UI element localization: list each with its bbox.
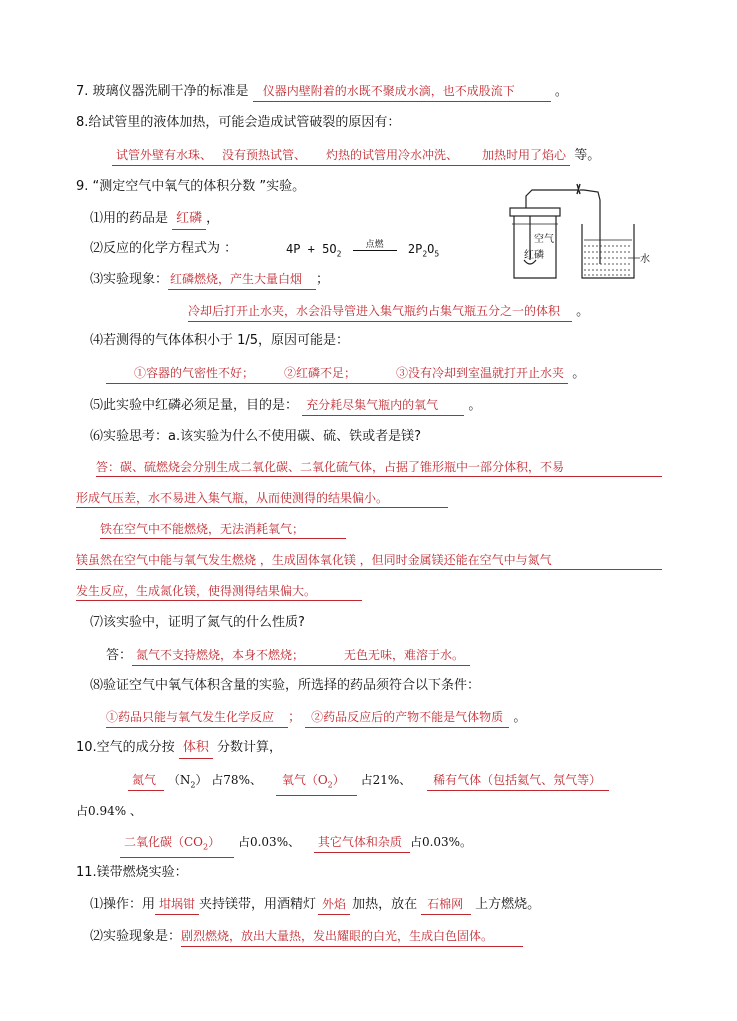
q9-p4-a2: ②红磷不足； [274, 364, 372, 384]
q9-p7-label: ⑺该实验中，证明了氮气的什么性质? [90, 615, 305, 630]
q9-p7-answer [106, 646, 470, 666]
eq-condition: 点燃 [353, 240, 397, 251]
q7-label: 7. 玻璃仪器洗刷干净的标准是 [76, 84, 249, 99]
q9-p5-answer: 充分耗尽集气瓶内的氧气 [302, 396, 464, 416]
q7-tail: 。 [554, 84, 568, 99]
co2-pct: 占0.03%、 [237, 835, 301, 849]
eq-rhs-mid: O [427, 242, 435, 256]
eq-lhs: 4P + 5O [286, 242, 337, 256]
q9-p8-a1: ①药品只能与氧气发生化学反应 [106, 708, 288, 728]
n2-formula: （N [167, 773, 191, 787]
label-phosphorus: 红磷 [524, 250, 544, 261]
q9-p8-label: ⑻验证空气中氧气体积含量的实验，所选择的药品须符合以下条件： [90, 678, 481, 693]
q8-answer-1: 试管外壁有水珠、 [112, 146, 212, 166]
q11-p1-t1: ⑴操作：用 [90, 897, 156, 912]
q9-p3 [90, 270, 329, 290]
q11-p1-a1: 坩埚钳 [155, 895, 199, 915]
gas-jar [514, 216, 556, 278]
q10-answer: 体积 [179, 739, 213, 759]
q8-answer-3: 灼热的试管用冷水冲洗、 [316, 146, 468, 166]
q9-p8-a2: ②药品反应后的产物不能是气体物质 [305, 708, 509, 728]
q9-p7-a2: 无色无味，难溶于水。 [324, 646, 470, 666]
eq-rhs-sub1: 2 [422, 249, 428, 259]
q9-p3-answer2: 冷却后打开止水夹，水会沿导管进入集气瓶约占集气瓶五分之一的体积 [188, 302, 572, 322]
q7-answer: 仪器内壁附着的水既不聚成水滴，也不成股流下 [253, 82, 551, 102]
q9-p6-line3: 铁在空气中不能燃烧，无法消耗氧气； [100, 520, 346, 539]
q7-line [76, 82, 568, 102]
q11-p1 [90, 895, 540, 915]
q9-p6-line4: 镁虽然在空气中能与氧气发生燃烧 ，生成固体氧化镁 ，但同时金属镁还能在空气中与氮气 [76, 551, 662, 570]
q9-p6-line2: 形成气压差，水不易进入集气瓶，从而使测得的结果偏小。 [76, 489, 448, 508]
q10-line [76, 739, 282, 759]
q11-p1-a2: 外焰 [318, 895, 350, 915]
q9-p2 [90, 240, 237, 258]
tube-left [526, 190, 578, 208]
q11-p2 [90, 927, 523, 947]
q9-p4-a1: ①容器的气密性不好； [106, 364, 274, 384]
o2-answer [276, 771, 357, 796]
q8-label: 8.给试管里的液体加热，可能会造成试管破裂的原因有： [76, 115, 401, 130]
q9-p2-label: ⑵反应的化学方程式为 ： [90, 241, 238, 256]
n2-name: 氮气 [128, 771, 164, 791]
clip [577, 184, 580, 194]
q8-answer-4: 加热时用了焰心 [468, 146, 570, 166]
q9-p3-label: ⑶实验现象： [90, 272, 169, 287]
label-air: 空气 [534, 234, 554, 245]
q9-p1-label: ⑴用的药品是 [90, 211, 169, 226]
q9-p1-answer: 红磷 [172, 210, 206, 230]
q9-p5-label: ⑸此实验中红磷必须足量，目的是： [90, 398, 299, 413]
q10-tail: 分数计算， [216, 740, 282, 755]
q9-p6-line5: 发生反应，生成氮化镁，使得测得结果偏大。 [76, 582, 362, 601]
q8-answers [112, 146, 600, 166]
other-gas-pct: 占0.03%。 [409, 835, 473, 849]
q10-label: 10.空气的成分按 [76, 740, 175, 755]
other-gas-name: 其它气体和杂质 [314, 833, 410, 853]
rare-gas-pct: 占0.94% 、 [76, 804, 142, 818]
q9-p7-prefix: 答： [106, 648, 133, 663]
tube-right [580, 190, 600, 264]
q9-p3-cont [188, 302, 589, 322]
q8-answer-2: 没有预热试管、 [212, 146, 316, 166]
co2-sub: 2 [203, 842, 209, 852]
q10-row1 [128, 771, 609, 796]
rare-gas-name: 稀有气体（包括氦气、氖气等） [427, 771, 609, 791]
q9-label: 9. “测定空气中氧气的体积分数 ”实验。 [76, 179, 306, 194]
jar-stopper [510, 208, 560, 216]
q9-p5 [90, 396, 481, 416]
co2-name: 二氧化碳（CO [124, 835, 204, 849]
q11-p1-t2: 夹持镁带，用酒精灯 [199, 897, 317, 912]
o2-name: 氧气（O [281, 773, 328, 787]
n2-sub: 2 [190, 780, 196, 790]
q11-p1-a3: 石棉网 [421, 895, 471, 915]
q11-p2-label: ⑵实验现象是： [90, 929, 182, 944]
q9-p8-tail: 。 [513, 710, 527, 725]
q11-label: 11.镁带燃烧实验： [76, 865, 188, 880]
eq-rhs-sub2: 5 [434, 249, 440, 259]
q11-p2-answer: 剧烈燃烧，放出大量热，发出耀眼的白光，生成白色固体。 [181, 927, 523, 947]
q9-p5-tail: 。 [468, 398, 482, 413]
q9-p6-label: ⑹实验思考：a.该实验为什么不使用碳、硫、铁或者是镁? [90, 429, 421, 444]
co2-close: ） [208, 835, 221, 849]
q9-p3-answer1: 红磷燃烧，产生大量白烟 [168, 270, 316, 290]
co2-answer [120, 833, 234, 858]
apparatus-diagram [500, 178, 650, 282]
q10-row3 [120, 833, 472, 858]
q9-p4-a3: ③没有冷却到室温就打开止水夹 [372, 364, 568, 384]
n2-close: ） [195, 773, 208, 787]
q11-p1-t4: 上方燃烧。 [475, 897, 541, 912]
o2-close: ） [332, 773, 345, 787]
q9-p7-a1: 氮气不支持燃烧，本身不燃烧； [132, 646, 324, 666]
q8-tail: 等。 [574, 148, 601, 163]
n2-pct: 占78%、 [211, 773, 262, 787]
q9-equation [286, 240, 439, 263]
q9-p4-answers [106, 364, 585, 384]
q9-p3-tail: 。 [576, 304, 590, 319]
q9-p1 [90, 210, 219, 230]
q9-p8-sep: ； [288, 710, 302, 725]
q9-p4-tail: 。 [572, 366, 586, 381]
q9-p6-line1: 答：碳、硫燃烧会分别生成二氧化碳、二氧化硫气体，占据了锥形瓶中一部分体积，不易 [96, 458, 662, 477]
eq-rhs: 2P [407, 242, 423, 256]
q11-p1-t3: 加热，放在 [352, 897, 418, 912]
o2-sub: 2 [327, 780, 333, 790]
o2-pct: 占21%、 [360, 773, 412, 787]
q9-p1-tail: ， [206, 211, 220, 226]
q9-p3-semi: ； [316, 272, 330, 287]
eq-lhs-sub: 2 [336, 249, 342, 259]
q9-p8-answers [106, 708, 526, 728]
q9-p4-label: ⑷若测得的气体体积小于 1/5，原因可能是： [90, 333, 350, 348]
label-water: 水 [640, 254, 650, 265]
